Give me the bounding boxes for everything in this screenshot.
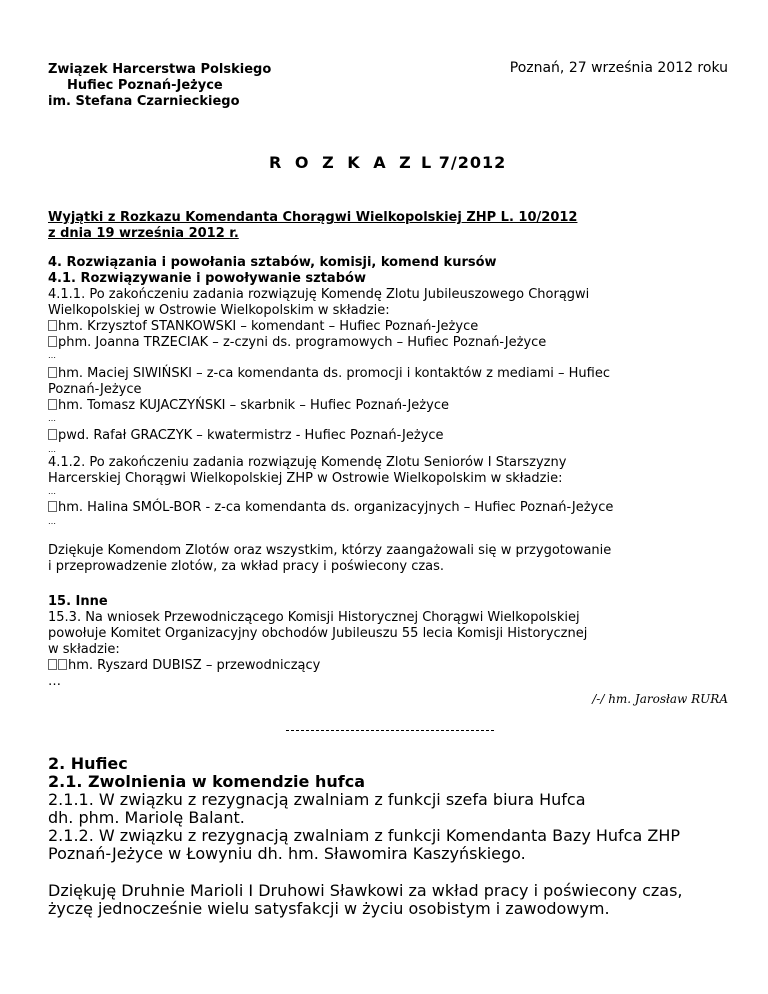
list-item: phm. Joanna TRZECIAK – z-czyni ds. programowych – Hufiec Poznań-Jeżyce [48, 335, 546, 351]
list-item: hm. Krzysztof STANKOWSKI – komendant – Hufiec Poznań-Jeżyce [48, 319, 478, 335]
list-item: hm. Tomasz KUJACZYŃSKI – skarbnik – Hufiec Poznań-Jeżyce [48, 398, 449, 414]
ellipsis: … [48, 414, 56, 423]
bullet-icon [58, 659, 67, 670]
excerpt-date: z dnia 19 września 2012 r. [48, 226, 239, 241]
list-item: pwd. Rafał GRACZYK – kwatermistrz - Hufiec Poznań-Jeżyce [48, 428, 444, 444]
list-item: hm. Maciej SIWIŃSKI – z-ca komendanta ds. promocji i kontaktów z mediami – Hufiec [48, 366, 610, 382]
bullet-icon [48, 429, 57, 440]
paragraph-2-1-1: 2.1.1. W związku z rezygnacją zwalniam z funkcji szefa biura Hufca [48, 790, 586, 809]
bullet-icon [48, 501, 57, 512]
org-name: Związek Harcerstwa Polskiego [48, 62, 272, 77]
paragraph-4-1-2: 4.1.2. Po zakończeniu zadania rozwiązuję Komendę Zlotu Seniorów I Starszyzny [48, 455, 567, 470]
thanks-line-cont: życzę jednocześnie wielu satysfakcji w życiu osobistym i zawodowym. [48, 899, 610, 918]
paragraph-4-1-1: 4.1.1. Po zakończeniu zadania rozwiązuję Komendę Zlotu Jubileuszowego Chorągwi [48, 287, 590, 302]
list-item: hm. Ryszard DUBISZ – przewodniczący [48, 658, 320, 674]
paragraph-2-1-1-cont: dh. phm. Mariolę Balant. [48, 808, 245, 827]
bullet-icon [48, 659, 57, 670]
section-4-heading: 4. Rozwiązania i powołania sztabów, komisji, komend kursów [48, 255, 497, 270]
thanks-line-cont: i przeprowadzenie zlotów, za wkład pracy i poświecony czas. [48, 559, 445, 574]
signature: /-/ hm. Jarosław RURA [592, 692, 728, 706]
list-item-cont: Poznań-Jeżyce [48, 382, 142, 397]
section-2-heading: 2. Hufiec [48, 754, 128, 773]
bullet-icon [48, 336, 57, 347]
paragraph-2-1-2-cont: Poznań-Jeżyce w Łowyniu dh. hm. Sławomira Kaszyńskiego. [48, 844, 526, 863]
document-date: Poznań, 27 września 2012 roku [509, 60, 728, 76]
document-number: L 7/2012 [421, 153, 507, 172]
bullet-icon [48, 399, 57, 410]
ellipsis: … [48, 487, 56, 496]
section-4-1-heading: 4.1. Rozwiązywanie i powoływanie sztabów [48, 271, 366, 286]
paragraph-4-1-2-cont: Harcerskiej Chorągwi Wielkopolskiej ZHP w Ostrowie Wielkopolskim w składzie: [48, 471, 563, 486]
org-patron: im. Stefana Czarnieckiego [48, 94, 240, 109]
paragraph-2-1-2: 2.1.2. W związku z rezygnacją zwalniam z funkcji Komendanta Bazy Hufca ZHP [48, 826, 680, 845]
ellipsis: … [48, 517, 56, 526]
excerpt-heading: Wyjątki z Rozkazu Komendanta Chorągwi Wielkopolskiej ZHP L. 10/2012 [48, 210, 578, 225]
paragraph-15-3: 15.3. Na wniosek Przewodniczącego Komisji Historycznej Chorągwi Wielkopolskiej [48, 610, 580, 625]
list-item: hm. Halina SMÓL-BOR - z-ca komendanta ds. organizacyjnych – Hufiec Poznań-Jeżyce [48, 500, 613, 516]
ellipsis: … [48, 445, 56, 454]
section-15-heading: 15. Inne [48, 594, 108, 609]
bullet-icon [48, 320, 57, 331]
document-title: R O Z K A Z [269, 153, 415, 172]
ellipsis: … [48, 351, 56, 360]
bullet-icon [48, 367, 57, 378]
section-2-1-heading: 2.1. Zwolnienia w komendzie hufca [48, 772, 365, 791]
ellipsis: … [48, 674, 61, 689]
thanks-line: Dziękuje Komendom Zlotów oraz wszystkim, którzy zaangażowali się w przygotowanie [48, 543, 612, 558]
paragraph-4-1-1-cont: Wielkopolskiej w Ostrowie Wielkopolskim w składzie: [48, 303, 390, 318]
org-unit: Hufiec Poznań-Jeżyce [67, 78, 223, 93]
paragraph-15-3-cont: powołuje Komitet Organizacyjny obchodów Jubileuszu 55 lecia Komisji Historycznej [48, 626, 588, 641]
thanks-line: Dziękuję Druhnie Marioli I Druhowi Sławkowi za wkład pracy i poświecony czas, [48, 881, 683, 900]
section-separator [286, 730, 494, 731]
paragraph-15-3-cont2: w składzie: [48, 642, 120, 657]
